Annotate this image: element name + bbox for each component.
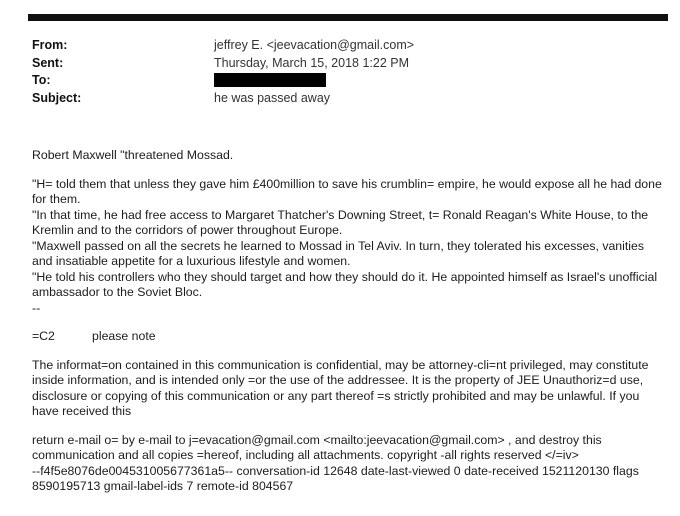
sent-row <box>32 54 652 72</box>
sent-label: Sent: <box>32 55 64 70</box>
from-value: jeffrey E. <jeevacation@gmail.com> <box>214 38 415 52</box>
to-label: To: <box>32 73 51 87</box>
email-header <box>32 36 652 106</box>
disclaimer-paragraph: The informat=on contained in this communication is confidential, may be attorney-cli=nt privileged, may constitute inside information, and is intended only =or the use of the addressee. It is the property of JEE Unauthoriz=d use, disclosure or copying of this communication or any part thereof =s strictly prohibited and may be unlawful. If you have received this <box>32 357 649 418</box>
return-paragraph: return e-mail o= by e-mail to j=evacation@gmail.com <mailto:jeevacation@gmail.com> , and destroy this communication and all copies =hereof, including all attachments. copyright -all rights reserved </=iv> <box>32 432 602 462</box>
subject-row <box>32 89 652 107</box>
intro-line: Robert Maxwell "threatened Mossad. <box>32 148 234 162</box>
sent-value: Thursday, March 15, 2018 1:22 PM <box>214 55 410 70</box>
c2-text: please note <box>92 329 156 343</box>
to-row <box>32 71 652 89</box>
quote-paragraph-4: "He told his controllers who they should target and how they should do it. He appointed himself as Israel's unofficial ambassador to the Soviet Bloc. <box>32 269 658 299</box>
c2-line <box>32 329 664 345</box>
redaction-box <box>214 73 326 87</box>
subject-value: he was passed away <box>214 90 331 105</box>
email-body <box>32 148 664 495</box>
message-metadata: --f4f5e8076de004531005677361a5-- conversation-id 12648 date-last-viewed 0 date-received 1521120130 flags 8590195713 gmail-label-ids 7 remote-id 804567 <box>32 463 639 493</box>
quote-paragraph-3: "Maxwell passed on all the secrets he learned to Mossad in Tel Aviv. In turn, they tolerated his excesses, vanities and insatiable appetite for a luxurious lifestyle and women. <box>32 238 645 268</box>
quote-paragraph-2: "In that time, he had free access to Margaret Thatcher's Downing Street, t= Ronald Reagan's White House, to the Kremlin and to the corridors of power throughout Europe. <box>32 207 649 237</box>
quote-paragraph-1: "H= told them that unless they gave him £400million to save his crumblin= empire, he would expose all he had done for them. <box>32 176 662 206</box>
from-row <box>32 36 652 54</box>
c2-code: =C2 <box>32 329 55 343</box>
top-rule <box>28 14 668 21</box>
signature-separator: -- <box>32 300 41 315</box>
from-label: From: <box>32 38 68 52</box>
subject-label: Subject: <box>32 90 82 105</box>
